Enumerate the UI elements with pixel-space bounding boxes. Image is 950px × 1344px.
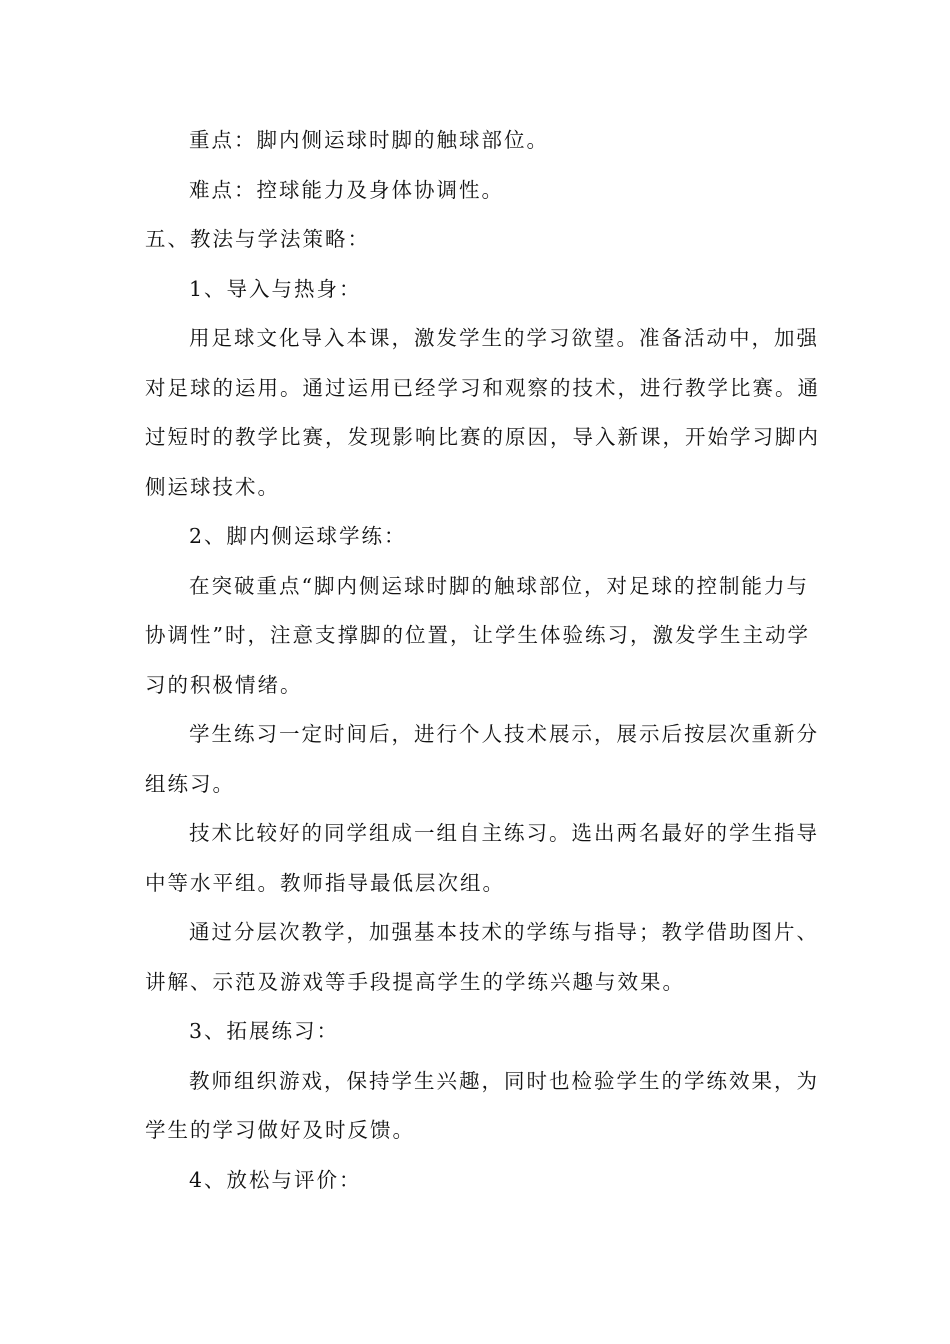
paragraph-line: 通过分层次教学，加强基本技术的学练与指导；教学借助图片、 bbox=[189, 920, 819, 944]
paragraph-line: 对足球的运用。通过运用已经学习和观察的技术，进行教学比赛。通 bbox=[145, 375, 820, 400]
subsection-heading: 4、放松与评价： bbox=[189, 1167, 362, 1192]
paragraph-line: 组练习。 bbox=[145, 771, 235, 796]
paragraph-line: 学生的学习做好及时反馈。 bbox=[145, 1118, 415, 1142]
paragraph-line: 习的积极情绪。 bbox=[145, 672, 303, 697]
paragraph-line: 教师组织游戏，保持学生兴趣，同时也检验学生的学练效果，为 bbox=[189, 1068, 819, 1093]
difficulty-line: 难点：控球能力及身体协调性。 bbox=[189, 177, 504, 202]
paragraph-line: 讲解、示范及游戏等手段提高学生的学练兴趣与效果。 bbox=[145, 969, 685, 994]
subsection-heading: 1、导入与热身： bbox=[189, 276, 362, 301]
paragraph-line: 技术比较好的同学组成一组自主练习。选出两名最好的学生指导 bbox=[189, 821, 819, 845]
paragraph-line: 用足球文化导入本课，激发学生的学习欲望。准备活动中，加强 bbox=[189, 326, 819, 350]
paragraph-line: 侧运球技术。 bbox=[145, 474, 280, 499]
section-heading: 五、教法与学法策略： bbox=[145, 227, 370, 251]
paragraph-line: 过短时的教学比赛，发现影响比赛的原因，导入新课，开始学习脚内 bbox=[145, 425, 820, 449]
paragraph-line: 学生练习一定时间后，进行个人技术展示，展示后按层次重新分 bbox=[189, 722, 819, 746]
paragraph-line: 在突破重点“脚内侧运球时脚的触球部位，对足球的控制能力与 bbox=[189, 573, 809, 598]
key-point-line: 重点：脚内侧运球时脚的触球部位。 bbox=[189, 128, 549, 152]
document-body bbox=[145, 116, 820, 1205]
paragraph-line: 协调性”时，注意支撑脚的位置，让学生体验练习，激发学生主动学 bbox=[145, 623, 810, 647]
subsection-heading: 3、拓展练习： bbox=[189, 1019, 340, 1043]
subsection-heading: 2、脚内侧运球学练： bbox=[189, 524, 407, 548]
paragraph-line: 中等水平组。教师指导最低层次组。 bbox=[145, 870, 505, 895]
